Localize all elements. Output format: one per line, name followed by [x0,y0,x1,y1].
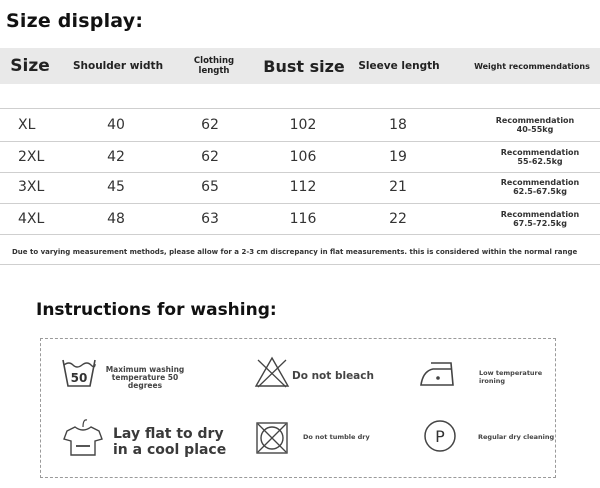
dry-clean-icon [423,419,457,453]
rec-range: 55-62.5kg [517,157,563,166]
table-row [0,172,600,202]
divider [0,108,600,109]
no-tumble-dry-label: Do not tumble dry [303,433,370,441]
table-row [0,110,600,140]
rec-label: Recommendation [495,116,575,125]
cell-weight-recommendation [485,204,595,234]
cell-bust: 106 [289,149,317,165]
no-tumble-dry-icon [255,421,289,455]
cell-bust: 102 [289,117,317,133]
header-sleeve-length: Sleeve length [358,60,440,72]
cell-shoulder: 40 [107,117,125,133]
table-row [0,204,600,234]
cell-bust: 116 [289,211,317,227]
divider [0,234,600,235]
cell-size: 3XL [18,179,45,195]
table-header [0,48,600,84]
cell-clothing: 62 [201,149,219,165]
cell-sleeve: 18 [389,117,407,133]
cell-bust: 112 [289,179,317,195]
cell-sleeve: 22 [389,211,407,227]
rec-label: Recommendation [500,148,580,157]
header-shoulder-width: Shoulder width [72,60,164,72]
wash-tub-icon [61,356,97,388]
rec-label: Recommendation [500,178,580,187]
measurement-note: Due to varying measurement methods, please allow for a 2-3 cm discrepancy in flat measurements. this is considered within the normal range [12,248,578,256]
header-size: Size [10,56,50,76]
cell-size: 2XL [18,149,45,165]
iron-low-icon [417,359,461,389]
dry-clean-letter: P [435,427,445,446]
washing-instructions-box [40,338,556,478]
cell-weight-recommendation [480,110,590,140]
cell-shoulder: 45 [107,179,125,195]
no-bleach-icon [254,356,290,388]
low-temp-ironing-label: Low temperature ironing [479,369,543,385]
rec-range: 40-55kg [516,125,554,134]
dry-flat-icon [61,417,105,457]
washing-title: Instructions for washing: [36,300,277,320]
cell-weight-recommendation [485,172,595,202]
cell-shoulder: 42 [107,149,125,165]
size-display-title: Size display: [6,10,144,32]
cell-size: XL [18,117,36,133]
lay-flat-label: Lay flat to dry in a cool place [113,426,227,458]
header-bust-size: Bust size [263,56,345,76]
header-clothing-length: Clothing length [193,56,235,76]
wash-temp-number: 50 [70,371,88,385]
max-wash-label: Maximum washing temperature 50 degrees [105,365,185,390]
cell-sleeve: 21 [389,179,407,195]
cell-clothing: 62 [201,117,219,133]
cell-weight-recommendation [485,142,595,172]
cell-clothing: 65 [201,179,219,195]
rec-range: 62.5-67.5kg [513,187,567,196]
rec-label: Recommendation [500,210,580,219]
rec-range: 67.5-72.5kg [513,219,567,228]
divider [0,264,600,265]
table-row [0,142,600,172]
dry-clean-label: Regular dry cleaning [478,433,555,441]
cell-clothing: 63 [201,211,219,227]
no-bleach-label: Do not bleach [292,370,374,382]
cell-size: 4XL [18,211,45,227]
cell-sleeve: 19 [389,149,407,165]
header-weight-recommendations: Weight recommendations [474,61,590,71]
cell-shoulder: 48 [107,211,125,227]
